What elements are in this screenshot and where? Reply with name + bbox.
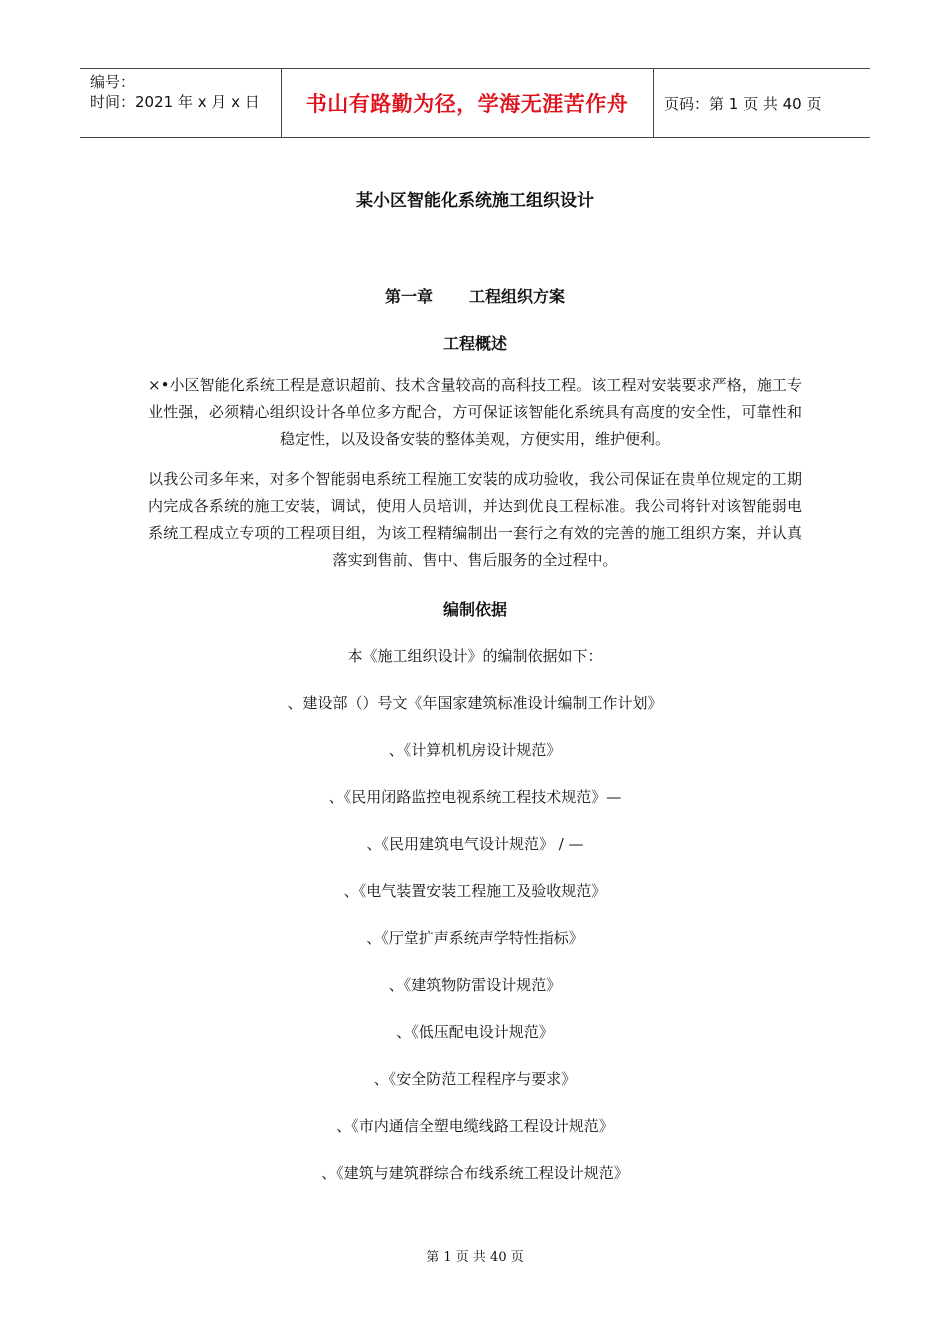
basis-item: 、《计算机机房设计规范》: [388, 741, 562, 759]
header-page-cell: [654, 69, 870, 137]
section-heading-overview: 工程概述: [442, 334, 507, 353]
chapter-number: 第一章: [384, 287, 433, 306]
basis-item: 、《建筑与建筑群综合布线系统工程设计规范》: [321, 1164, 629, 1182]
basis-item: 、《市内通信全塑电缆线路工程设计规范》: [336, 1117, 614, 1135]
paragraph-company: 以我公司多年来，对多个智能弱电系统工程施工安装的成功验收，我公司保证在贵单位规定的工期内完成各系统的施工安装，调试，使用人员培训，并达到优良工程标准。我公司将针对该智能弱电系统工程成立专项的工程项目组，为该工程精编制出一套行之有效的完善的施工组织方案，并认真落实到售前、售中、售后服务的全过程中。: [148, 470, 802, 569]
basis-item: 、《安全防范工程程序与要求》: [373, 1070, 577, 1088]
basis-item: 、《建筑物防雷设计规范》: [388, 976, 562, 994]
basis-item: 、《电气装置安装工程施工及验收规范》: [343, 882, 607, 900]
chapter-title: 工程组织方案: [469, 287, 566, 306]
paragraph-overview: ×•小区智能化系统工程是意识超前、技术含量较高的高科技工程。该工程对安装要求严格，施工专业性强，必须精心组织设计各单位多方配合，方可保证该智能化系统具有高度的安全性，可靠性和稳定性，以及设备安装的整体美观，方便实用，维护便利。: [148, 376, 802, 448]
basis-item: 、《民用建筑电气设计规范》 / —: [366, 835, 584, 853]
basis-item: 、建设部（）号文《年国家建筑标准设计编制工作计划》: [287, 694, 663, 712]
date-label: 时间：2021 年 x 月 x 日: [90, 93, 260, 111]
chapter-heading: [0, 284, 950, 307]
basis-intro: 本《施工组织设计》的编制依据如下：: [347, 647, 603, 665]
header-motto-cell: [281, 69, 654, 137]
page-header: [80, 68, 870, 138]
header-meta-cell: [80, 69, 282, 137]
document-title: 某小区智能化系统施工组织设计: [356, 191, 594, 211]
page-footer: 第 1 页 共 40 页: [426, 1250, 524, 1265]
basis-item: 、《厅堂扩声系统声学特性指标》: [366, 929, 584, 947]
basis-item: 、《民用闭路监控电视系统工程技术规范》—: [328, 788, 622, 806]
number-label: 编号：: [90, 73, 136, 91]
basis-item: 、《低压配电设计规范》: [396, 1023, 554, 1041]
motto-text: 书山有路勤为径，学海无涯苦作舟: [305, 92, 629, 116]
page-info: 页码：第 1 页 共 40 页: [664, 94, 822, 113]
section-heading-basis: 编制依据: [442, 600, 507, 619]
